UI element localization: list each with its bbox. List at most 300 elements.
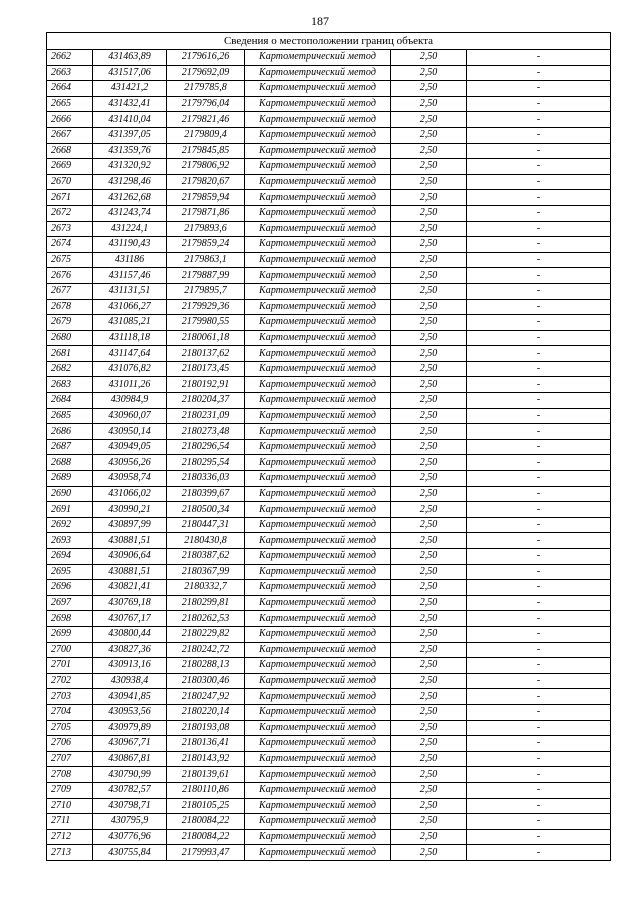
accuracy-value: 2,50	[391, 50, 467, 66]
note-value: -	[467, 704, 611, 720]
coordinate-y: 2180105,25	[167, 798, 245, 814]
table-row	[47, 502, 611, 518]
point-number: 2691	[47, 502, 93, 518]
table-row	[47, 642, 611, 658]
table-row	[47, 751, 611, 767]
note-value: -	[467, 393, 611, 409]
accuracy-value: 2,50	[391, 205, 467, 221]
coordinate-y: 2179887,99	[167, 268, 245, 284]
accuracy-value: 2,50	[391, 268, 467, 284]
table-row	[47, 533, 611, 549]
determination-method: Картометрический метод	[245, 502, 391, 518]
determination-method: Картометрический метод	[245, 517, 391, 533]
coordinate-x: 430956,26	[93, 455, 167, 471]
point-number: 2701	[47, 658, 93, 674]
table-row	[47, 143, 611, 159]
coordinate-x: 430881,51	[93, 564, 167, 580]
determination-method: Картометрический метод	[245, 424, 391, 440]
accuracy-value: 2,50	[391, 642, 467, 658]
determination-method: Картометрический метод	[245, 471, 391, 487]
accuracy-value: 2,50	[391, 502, 467, 518]
coordinate-x: 431011,26	[93, 377, 167, 393]
accuracy-value: 2,50	[391, 377, 467, 393]
note-value: -	[467, 673, 611, 689]
determination-method: Картометрический метод	[245, 689, 391, 705]
note-value: -	[467, 268, 611, 284]
table-row	[47, 814, 611, 830]
table-row	[47, 517, 611, 533]
coordinate-x: 430979,89	[93, 720, 167, 736]
accuracy-value: 2,50	[391, 283, 467, 299]
table-row	[47, 829, 611, 845]
coordinate-y: 2180193,08	[167, 720, 245, 736]
coordinate-y: 2180299,81	[167, 595, 245, 611]
table-row	[47, 299, 611, 315]
accuracy-value: 2,50	[391, 549, 467, 565]
coordinate-y: 2179980,55	[167, 315, 245, 331]
coordinate-y: 2179796,04	[167, 96, 245, 112]
coordinate-x: 430938,4	[93, 673, 167, 689]
accuracy-value: 2,50	[391, 845, 467, 861]
coordinate-y: 2180084,22	[167, 829, 245, 845]
point-number: 2711	[47, 814, 93, 830]
coordinate-y: 2180430,8	[167, 533, 245, 549]
point-number: 2707	[47, 751, 93, 767]
table-row	[47, 611, 611, 627]
table-row	[47, 845, 611, 861]
point-number: 2697	[47, 595, 93, 611]
accuracy-value: 2,50	[391, 564, 467, 580]
table-row	[47, 471, 611, 487]
accuracy-value: 2,50	[391, 486, 467, 502]
table-row	[47, 595, 611, 611]
table-row	[47, 377, 611, 393]
coordinate-y: 2180143,92	[167, 751, 245, 767]
coordinate-x: 431432,41	[93, 96, 167, 112]
table-row	[47, 96, 611, 112]
determination-method: Картометрический метод	[245, 736, 391, 752]
determination-method: Картометрический метод	[245, 798, 391, 814]
determination-method: Картометрический метод	[245, 377, 391, 393]
determination-method: Картометрический метод	[245, 299, 391, 315]
table-row	[47, 424, 611, 440]
coordinate-x: 430767,17	[93, 611, 167, 627]
accuracy-value: 2,50	[391, 814, 467, 830]
determination-method: Картометрический метод	[245, 315, 391, 331]
accuracy-value: 2,50	[391, 221, 467, 237]
accuracy-value: 2,50	[391, 96, 467, 112]
determination-method: Картометрический метод	[245, 112, 391, 128]
determination-method: Картометрический метод	[245, 50, 391, 66]
table-title: Сведения о местоположении границ объекта	[47, 33, 611, 50]
coordinate-x: 431359,76	[93, 143, 167, 159]
determination-method: Картометрический метод	[245, 486, 391, 502]
note-value: -	[467, 190, 611, 206]
coordinate-y: 2180084,22	[167, 814, 245, 830]
accuracy-value: 2,50	[391, 346, 467, 362]
point-number: 2705	[47, 720, 93, 736]
table-row	[47, 315, 611, 331]
point-number: 2696	[47, 580, 93, 596]
note-value: -	[467, 424, 611, 440]
coordinate-x: 430867,81	[93, 751, 167, 767]
note-value: -	[467, 455, 611, 471]
table-row	[47, 673, 611, 689]
point-number: 2704	[47, 704, 93, 720]
note-value: -	[467, 736, 611, 752]
coordinate-y: 2180447,31	[167, 517, 245, 533]
point-number: 2673	[47, 221, 93, 237]
table-row	[47, 174, 611, 190]
coordinate-y: 2179859,94	[167, 190, 245, 206]
note-value: -	[467, 237, 611, 253]
coordinate-y: 2180192,91	[167, 377, 245, 393]
point-number: 2677	[47, 283, 93, 299]
accuracy-value: 2,50	[391, 159, 467, 175]
coordinate-x: 431076,82	[93, 361, 167, 377]
accuracy-value: 2,50	[391, 439, 467, 455]
determination-method: Картометрический метод	[245, 580, 391, 596]
table-row	[47, 112, 611, 128]
coordinate-y: 2180367,99	[167, 564, 245, 580]
point-number: 2683	[47, 377, 93, 393]
coordinate-y: 2180137,62	[167, 346, 245, 362]
determination-method: Картометрический метод	[245, 782, 391, 798]
coordinate-x: 431262,68	[93, 190, 167, 206]
table-row	[47, 330, 611, 346]
coordinate-y: 2180332,7	[167, 580, 245, 596]
note-value: -	[467, 782, 611, 798]
point-number: 2694	[47, 549, 93, 565]
coordinate-x: 431397,05	[93, 127, 167, 143]
determination-method: Картометрический метод	[245, 96, 391, 112]
coordinate-y: 2179859,24	[167, 237, 245, 253]
table-row	[47, 767, 611, 783]
determination-method: Картометрический метод	[245, 361, 391, 377]
determination-method: Картометрический метод	[245, 611, 391, 627]
note-value: -	[467, 299, 611, 315]
note-value: -	[467, 580, 611, 596]
note-value: -	[467, 205, 611, 221]
determination-method: Картометрический метод	[245, 393, 391, 409]
determination-method: Картометрический метод	[245, 455, 391, 471]
accuracy-value: 2,50	[391, 673, 467, 689]
accuracy-value: 2,50	[391, 689, 467, 705]
accuracy-value: 2,50	[391, 190, 467, 206]
note-value: -	[467, 517, 611, 533]
table-row	[47, 658, 611, 674]
coordinate-x: 430790,99	[93, 767, 167, 783]
coordinate-y: 2179785,8	[167, 81, 245, 97]
determination-method: Картометрический метод	[245, 704, 391, 720]
determination-method: Картометрический метод	[245, 143, 391, 159]
note-value: -	[467, 159, 611, 175]
table-row	[47, 549, 611, 565]
point-number: 2703	[47, 689, 93, 705]
coordinate-x: 430953,56	[93, 704, 167, 720]
coordinate-y: 2180288,13	[167, 658, 245, 674]
accuracy-value: 2,50	[391, 361, 467, 377]
accuracy-value: 2,50	[391, 829, 467, 845]
determination-method: Картометрический метод	[245, 658, 391, 674]
coordinate-x: 430776,96	[93, 829, 167, 845]
coordinate-x: 431066,27	[93, 299, 167, 315]
determination-method: Картометрический метод	[245, 205, 391, 221]
point-number: 2675	[47, 252, 93, 268]
table-title-row	[47, 33, 611, 50]
determination-method: Картометрический метод	[245, 65, 391, 81]
determination-method: Картометрический метод	[245, 283, 391, 299]
note-value: -	[467, 221, 611, 237]
accuracy-value: 2,50	[391, 595, 467, 611]
coordinate-x: 430906,64	[93, 549, 167, 565]
table-row	[47, 361, 611, 377]
point-number: 2674	[47, 237, 93, 253]
point-number: 2700	[47, 642, 93, 658]
point-number: 2699	[47, 626, 93, 642]
coordinate-x: 430984,9	[93, 393, 167, 409]
coordinate-x: 430958,74	[93, 471, 167, 487]
note-value: -	[467, 549, 611, 565]
determination-method: Картометрический метод	[245, 829, 391, 845]
point-number: 2662	[47, 50, 93, 66]
point-number: 2671	[47, 190, 93, 206]
accuracy-value: 2,50	[391, 611, 467, 627]
accuracy-value: 2,50	[391, 252, 467, 268]
note-value: -	[467, 751, 611, 767]
point-number: 2676	[47, 268, 93, 284]
determination-method: Картометрический метод	[245, 626, 391, 642]
accuracy-value: 2,50	[391, 720, 467, 736]
accuracy-value: 2,50	[391, 174, 467, 190]
determination-method: Картометрический метод	[245, 642, 391, 658]
accuracy-value: 2,50	[391, 658, 467, 674]
table-row	[47, 81, 611, 97]
point-number: 2693	[47, 533, 93, 549]
table-row	[47, 626, 611, 642]
coordinate-y: 2180336,03	[167, 471, 245, 487]
point-number: 2684	[47, 393, 93, 409]
coordinate-y: 2180242,72	[167, 642, 245, 658]
point-number: 2709	[47, 782, 93, 798]
determination-method: Картометрический метод	[245, 268, 391, 284]
coordinate-x: 431298,46	[93, 174, 167, 190]
note-value: -	[467, 626, 611, 642]
coordinate-y: 2179616,26	[167, 50, 245, 66]
coordinate-x: 430821,41	[93, 580, 167, 596]
note-value: -	[467, 595, 611, 611]
table-row	[47, 190, 611, 206]
point-number: 2685	[47, 408, 93, 424]
coordinate-x: 430755,84	[93, 845, 167, 861]
accuracy-value: 2,50	[391, 65, 467, 81]
determination-method: Картометрический метод	[245, 564, 391, 580]
coordinate-x: 430967,71	[93, 736, 167, 752]
page-number: 187	[311, 14, 329, 28]
coordinate-y: 2180173,45	[167, 361, 245, 377]
table-row	[47, 782, 611, 798]
coordinate-y: 2180500,34	[167, 502, 245, 518]
table-row	[47, 205, 611, 221]
coordinate-y: 2179993,47	[167, 845, 245, 861]
point-number: 2679	[47, 315, 93, 331]
determination-method: Картометрический метод	[245, 159, 391, 175]
note-value: -	[467, 845, 611, 861]
note-value: -	[467, 829, 611, 845]
coordinate-y: 2180387,62	[167, 549, 245, 565]
note-value: -	[467, 439, 611, 455]
table-row	[47, 580, 611, 596]
coordinate-y: 2180273,48	[167, 424, 245, 440]
accuracy-value: 2,50	[391, 408, 467, 424]
table-row	[47, 127, 611, 143]
table-body	[47, 33, 611, 861]
coordinate-y: 2179809,4	[167, 127, 245, 143]
accuracy-value: 2,50	[391, 751, 467, 767]
coordinate-x: 430897,99	[93, 517, 167, 533]
note-value: -	[467, 502, 611, 518]
coordinate-y: 2179895,7	[167, 283, 245, 299]
note-value: -	[467, 642, 611, 658]
point-number: 2708	[47, 767, 93, 783]
coordinate-x: 431421,2	[93, 81, 167, 97]
coordinate-x: 431157,46	[93, 268, 167, 284]
coordinate-y: 2180220,14	[167, 704, 245, 720]
coordinate-y: 2180110,86	[167, 782, 245, 798]
determination-method: Картометрический метод	[245, 549, 391, 565]
note-value: -	[467, 65, 611, 81]
note-value: -	[467, 81, 611, 97]
table-row	[47, 486, 611, 502]
coordinate-y: 2180247,92	[167, 689, 245, 705]
note-value: -	[467, 720, 611, 736]
table-row	[47, 439, 611, 455]
accuracy-value: 2,50	[391, 393, 467, 409]
coordinate-x: 430941,85	[93, 689, 167, 705]
table-row	[47, 455, 611, 471]
determination-method: Картометрический метод	[245, 595, 391, 611]
determination-method: Картометрический метод	[245, 190, 391, 206]
accuracy-value: 2,50	[391, 330, 467, 346]
point-number: 2681	[47, 346, 93, 362]
accuracy-value: 2,50	[391, 626, 467, 642]
point-number: 2706	[47, 736, 93, 752]
coordinate-y: 2180300,46	[167, 673, 245, 689]
point-number: 2670	[47, 174, 93, 190]
point-number: 2690	[47, 486, 93, 502]
coordinate-x: 430827,36	[93, 642, 167, 658]
table-row	[47, 798, 611, 814]
note-value: -	[467, 611, 611, 627]
coordinate-y: 2179929,36	[167, 299, 245, 315]
table-row	[47, 393, 611, 409]
note-value: -	[467, 767, 611, 783]
coordinate-x: 431147,64	[93, 346, 167, 362]
table-row	[47, 689, 611, 705]
accuracy-value: 2,50	[391, 580, 467, 596]
coordinate-x: 430990,21	[93, 502, 167, 518]
coordinate-x: 430795,9	[93, 814, 167, 830]
accuracy-value: 2,50	[391, 471, 467, 487]
note-value: -	[467, 315, 611, 331]
coordinate-x: 431243,74	[93, 205, 167, 221]
determination-method: Картометрический метод	[245, 720, 391, 736]
point-number: 2689	[47, 471, 93, 487]
note-value: -	[467, 96, 611, 112]
determination-method: Картометрический метод	[245, 346, 391, 362]
accuracy-value: 2,50	[391, 517, 467, 533]
coordinate-x: 430913,16	[93, 658, 167, 674]
accuracy-value: 2,50	[391, 455, 467, 471]
point-number: 2680	[47, 330, 93, 346]
coordinate-x: 431190,43	[93, 237, 167, 253]
coordinate-y: 2179893,6	[167, 221, 245, 237]
coordinate-x: 430881,51	[93, 533, 167, 549]
coordinate-y: 2179821,46	[167, 112, 245, 128]
accuracy-value: 2,50	[391, 782, 467, 798]
coordinate-y: 2179692,09	[167, 65, 245, 81]
coordinate-y: 2179871,86	[167, 205, 245, 221]
note-value: -	[467, 112, 611, 128]
determination-method: Картометрический метод	[245, 237, 391, 253]
coordinate-x: 431066,02	[93, 486, 167, 502]
table-row	[47, 283, 611, 299]
table-row	[47, 159, 611, 175]
determination-method: Картометрический метод	[245, 439, 391, 455]
point-number: 2663	[47, 65, 93, 81]
point-number: 2665	[47, 96, 93, 112]
point-number: 2668	[47, 143, 93, 159]
point-number: 2712	[47, 829, 93, 845]
coordinate-x: 431320,92	[93, 159, 167, 175]
point-number: 2669	[47, 159, 93, 175]
accuracy-value: 2,50	[391, 767, 467, 783]
determination-method: Картометрический метод	[245, 221, 391, 237]
point-number: 2678	[47, 299, 93, 315]
coordinate-y: 2179806,92	[167, 159, 245, 175]
coordinate-y: 2180262,53	[167, 611, 245, 627]
coordinate-y: 2180136,41	[167, 736, 245, 752]
table-row	[47, 65, 611, 81]
note-value: -	[467, 689, 611, 705]
note-value: -	[467, 658, 611, 674]
coordinate-y: 2180296,54	[167, 439, 245, 455]
table-row	[47, 252, 611, 268]
accuracy-value: 2,50	[391, 143, 467, 159]
coordinate-y: 2180295,54	[167, 455, 245, 471]
coordinate-y: 2179863,1	[167, 252, 245, 268]
coordinate-x: 431410,04	[93, 112, 167, 128]
point-number: 2687	[47, 439, 93, 455]
determination-method: Картометрический метод	[245, 767, 391, 783]
coordinate-x: 431517,06	[93, 65, 167, 81]
coordinate-x: 431463,89	[93, 50, 167, 66]
note-value: -	[467, 283, 611, 299]
point-number: 2692	[47, 517, 93, 533]
coordinate-x: 430798,71	[93, 798, 167, 814]
note-value: -	[467, 143, 611, 159]
point-number: 2688	[47, 455, 93, 471]
coordinate-x: 430782,57	[93, 782, 167, 798]
note-value: -	[467, 50, 611, 66]
coordinate-x: 431118,18	[93, 330, 167, 346]
determination-method: Картометрический метод	[245, 673, 391, 689]
point-number: 2698	[47, 611, 93, 627]
coordinate-x: 430800,44	[93, 626, 167, 642]
accuracy-value: 2,50	[391, 237, 467, 253]
coordinate-y: 2180231,09	[167, 408, 245, 424]
table-row	[47, 736, 611, 752]
